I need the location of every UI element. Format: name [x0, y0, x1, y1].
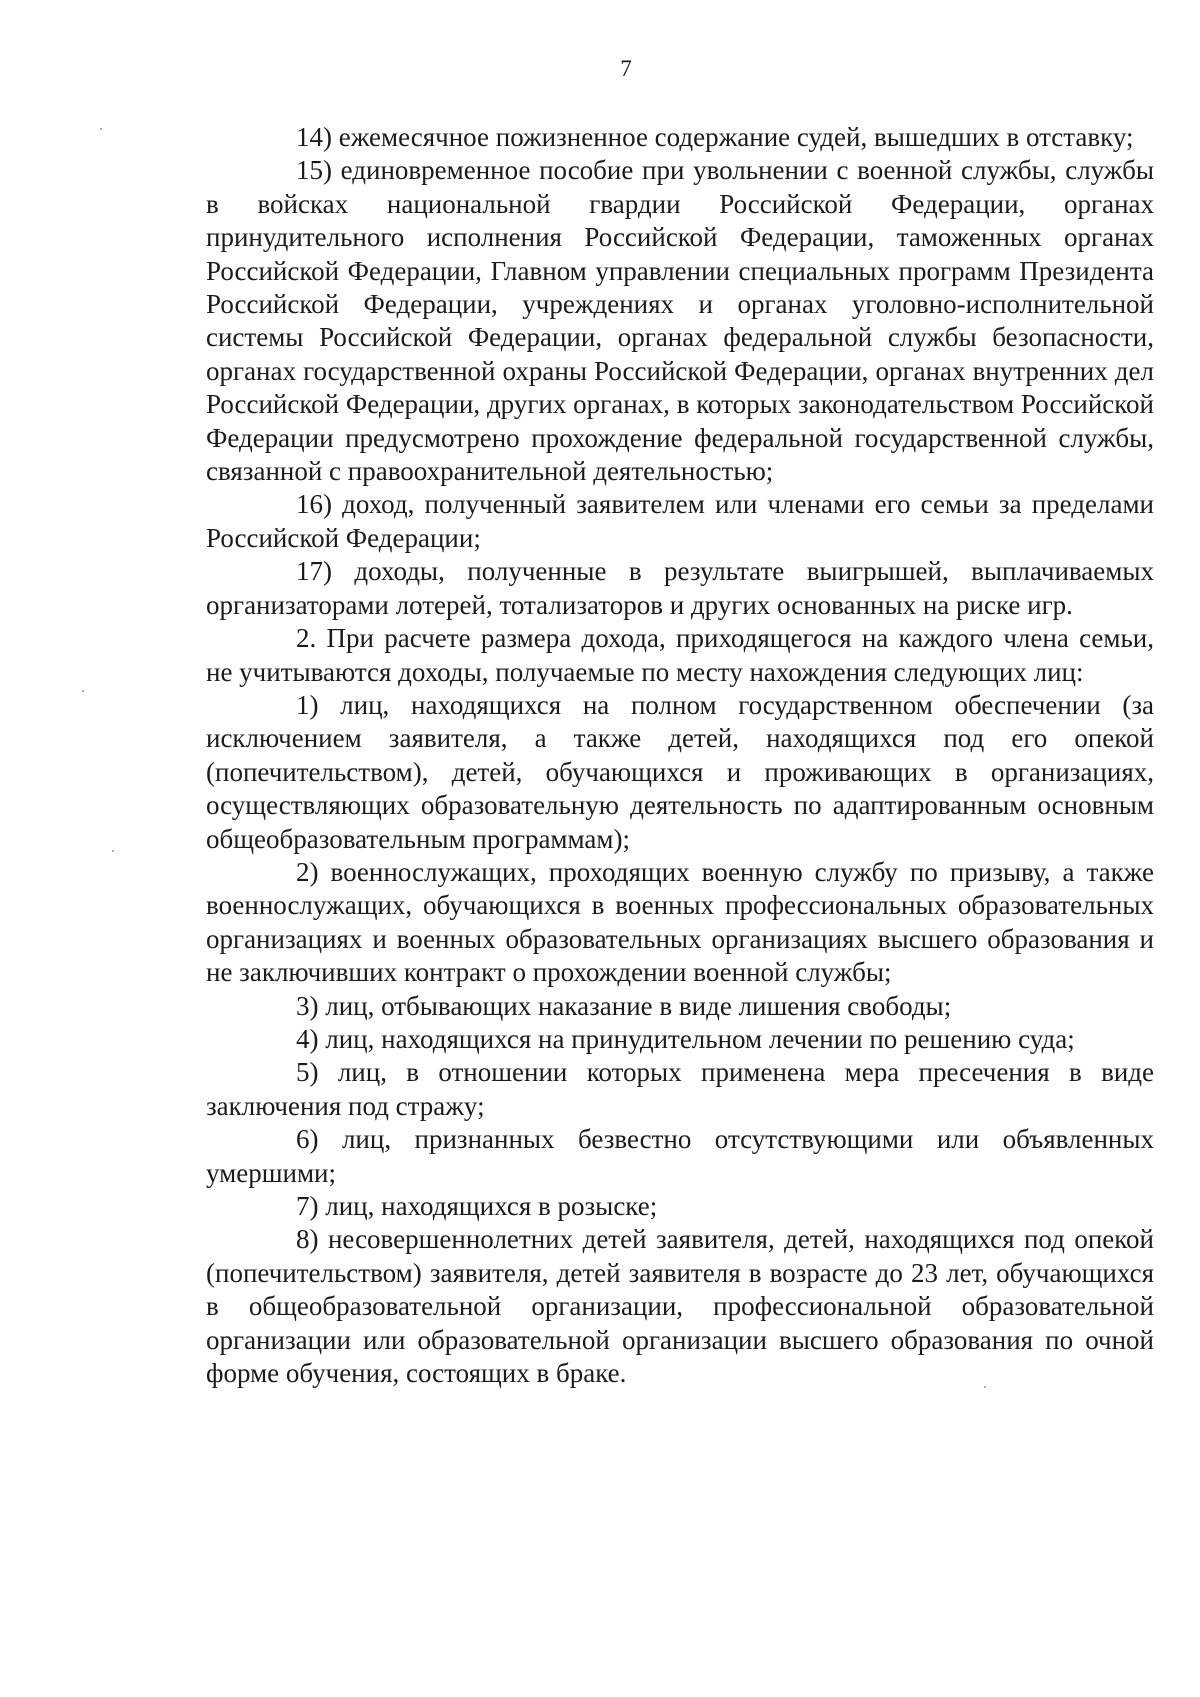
scan-speck — [984, 1386, 986, 1388]
list-item-16: 16) доход, полученный заявителем или членами его семьи за пределами Российской Федерации; — [206, 489, 1154, 553]
section-2-item-4: 4) лиц, находящихся на принудительном лечении по решению суда; — [296, 1023, 1075, 1054]
section-2-paragraph: 2. При расчете размера дохода, приходящегося на каждого члена семьи, не учитываются доходы, получаемые по месту нахождения следующих лиц: — [206, 623, 1154, 687]
section-2-item-2: 2) военнослужащих, проходящих военную службу по призыву, а также военнослужащих, обучающихся в военных профессиональных образовательных организациях и военных образовательных организациях высшего образования и не заключивших контракт о прохождении военной службы; — [206, 856, 1154, 988]
section-2-item-8: 8) несовершеннолетних детей заявителя, детей, находящихся под опекой (попечительством) заявителя, детей заявителя в возрасте до 23 лет, обучающихся в общеобразовательной организации, профессиональной образовательной организации или образовательной организации высшего образования по очной форме обучения, состоящих в браке. — [206, 1224, 1154, 1389]
section-2-item-1: 1) лиц, находящихся на полном государственном обеспечении (за исключением заявителя, а также детей, находящихся под его опекой (попечительством), детей, обучающихся и проживающих в организациях, осуществляющих образовательную деятельность по адаптированным основным общеобразовательным программам); — [206, 689, 1154, 854]
list-item-15: 15) единовременное пособие при увольнении с военной службы, службы в войсках национальной гвардии Российской Федерации, органах принудительного исполнения Российской Федерации, таможенных органах Российской Федерации, Главном управлении специальных программ Президента Российской Федерации, учреждениях и органах уголовно-исполнительной системы Российской Федерации, органах федеральной службы безопасности, органах государственной охраны Российской Федерации, органах внутренних дел Российской Федерации, других органах, в которых законодательством Российской Федерации предусмотрено прохождение федеральной государственной службы, связанной с правоохранительной деятельностью; — [206, 155, 1154, 487]
section-2-item-6: 6) лиц, признанных безвестно отсутствующими или объявленных умершими; — [206, 1124, 1154, 1188]
section-2-item-7: 7) лиц, находящихся в розыске; — [296, 1191, 658, 1221]
page-number: 7 — [620, 56, 632, 81]
section-2-item-5: 5) лиц, в отношении которых применена мера пресечения в виде заключения под стражу; — [206, 1057, 1154, 1121]
scan-speck — [82, 690, 84, 692]
scan-speck — [100, 128, 102, 130]
document-body — [206, 121, 1154, 1390]
section-2-item-3: 3) лиц, отбывающих наказание в виде лишения свободы; — [296, 990, 952, 1021]
list-item-17: 17) доходы, полученные в результате выигрышей, выплачиваемых организаторами лотерей, тотализаторов и других основанных на риске игр. — [206, 556, 1154, 620]
scan-speck — [112, 850, 114, 852]
list-item-14: 14) ежемесячное пожизненное содержание судей, вышедших в отставку; — [296, 122, 1134, 152]
